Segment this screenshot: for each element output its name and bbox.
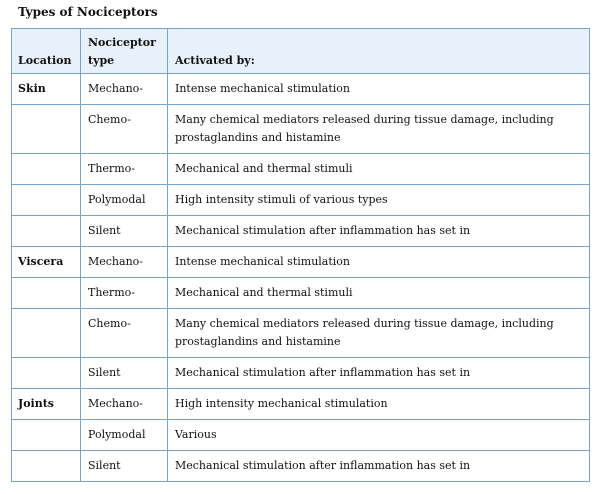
table-row bbox=[12, 247, 590, 278]
cell-location bbox=[12, 420, 81, 451]
cell-type: Silent bbox=[81, 216, 168, 247]
cell-location bbox=[12, 185, 81, 216]
table-caption: Types of Nociceptors bbox=[18, 5, 158, 19]
table-row bbox=[12, 420, 590, 451]
cell-type: Mechano- bbox=[81, 247, 168, 278]
cell-location: Viscera bbox=[12, 247, 81, 278]
cell-activated-by: High intensity stimuli of various types bbox=[168, 185, 590, 216]
cell-type: Silent bbox=[81, 451, 168, 482]
cell-location bbox=[12, 216, 81, 247]
header-nociceptor-type: Nociceptor type bbox=[81, 29, 168, 74]
cell-type: Polymodal bbox=[81, 420, 168, 451]
cell-location: Skin bbox=[12, 74, 81, 105]
cell-type: Polymodal bbox=[81, 185, 168, 216]
table-row bbox=[12, 105, 590, 154]
cell-location bbox=[12, 451, 81, 482]
cell-type: Thermo- bbox=[81, 278, 168, 309]
cell-type: Chemo- bbox=[81, 105, 168, 154]
nociceptors-table bbox=[11, 28, 590, 482]
cell-activated-by: Intense mechanical stimulation bbox=[168, 74, 590, 105]
cell-type: Mechano- bbox=[81, 389, 168, 420]
table-row bbox=[12, 278, 590, 309]
cell-type: Silent bbox=[81, 358, 168, 389]
cell-activated-by: Various bbox=[168, 420, 590, 451]
table-row bbox=[12, 358, 590, 389]
cell-activated-by: Mechanical and thermal stimuli bbox=[168, 278, 590, 309]
cell-activated-by: Mechanical stimulation after inflammation has set in bbox=[168, 358, 590, 389]
cell-activated-by: Many chemical mediators released during tissue damage, including prostaglandins and histamine bbox=[168, 105, 590, 154]
cell-location bbox=[12, 278, 81, 309]
cell-type: Mechano- bbox=[81, 74, 168, 105]
cell-activated-by: Mechanical stimulation after inflammation has set in bbox=[168, 451, 590, 482]
cell-location bbox=[12, 105, 81, 154]
header-activated-by: Activated by: bbox=[168, 29, 590, 74]
table-row bbox=[12, 154, 590, 185]
table-row bbox=[12, 389, 590, 420]
cell-activated-by: High intensity mechanical stimulation bbox=[168, 389, 590, 420]
cell-location: Joints bbox=[12, 389, 81, 420]
cell-activated-by: Intense mechanical stimulation bbox=[168, 247, 590, 278]
cell-location bbox=[12, 154, 81, 185]
cell-location bbox=[12, 309, 81, 358]
cell-type: Chemo- bbox=[81, 309, 168, 358]
table-row bbox=[12, 185, 590, 216]
header-location: Location bbox=[12, 29, 81, 74]
cell-type: Thermo- bbox=[81, 154, 168, 185]
table-row bbox=[12, 216, 590, 247]
table-row bbox=[12, 451, 590, 482]
cell-activated-by: Mechanical stimulation after inflammation has set in bbox=[168, 216, 590, 247]
table-header-row bbox=[12, 29, 590, 74]
cell-activated-by: Mechanical and thermal stimuli bbox=[168, 154, 590, 185]
table-row bbox=[12, 74, 590, 105]
table-row bbox=[12, 309, 590, 358]
cell-activated-by: Many chemical mediators released during tissue damage, including prostaglandins and histamine bbox=[168, 309, 590, 358]
cell-location bbox=[12, 358, 81, 389]
